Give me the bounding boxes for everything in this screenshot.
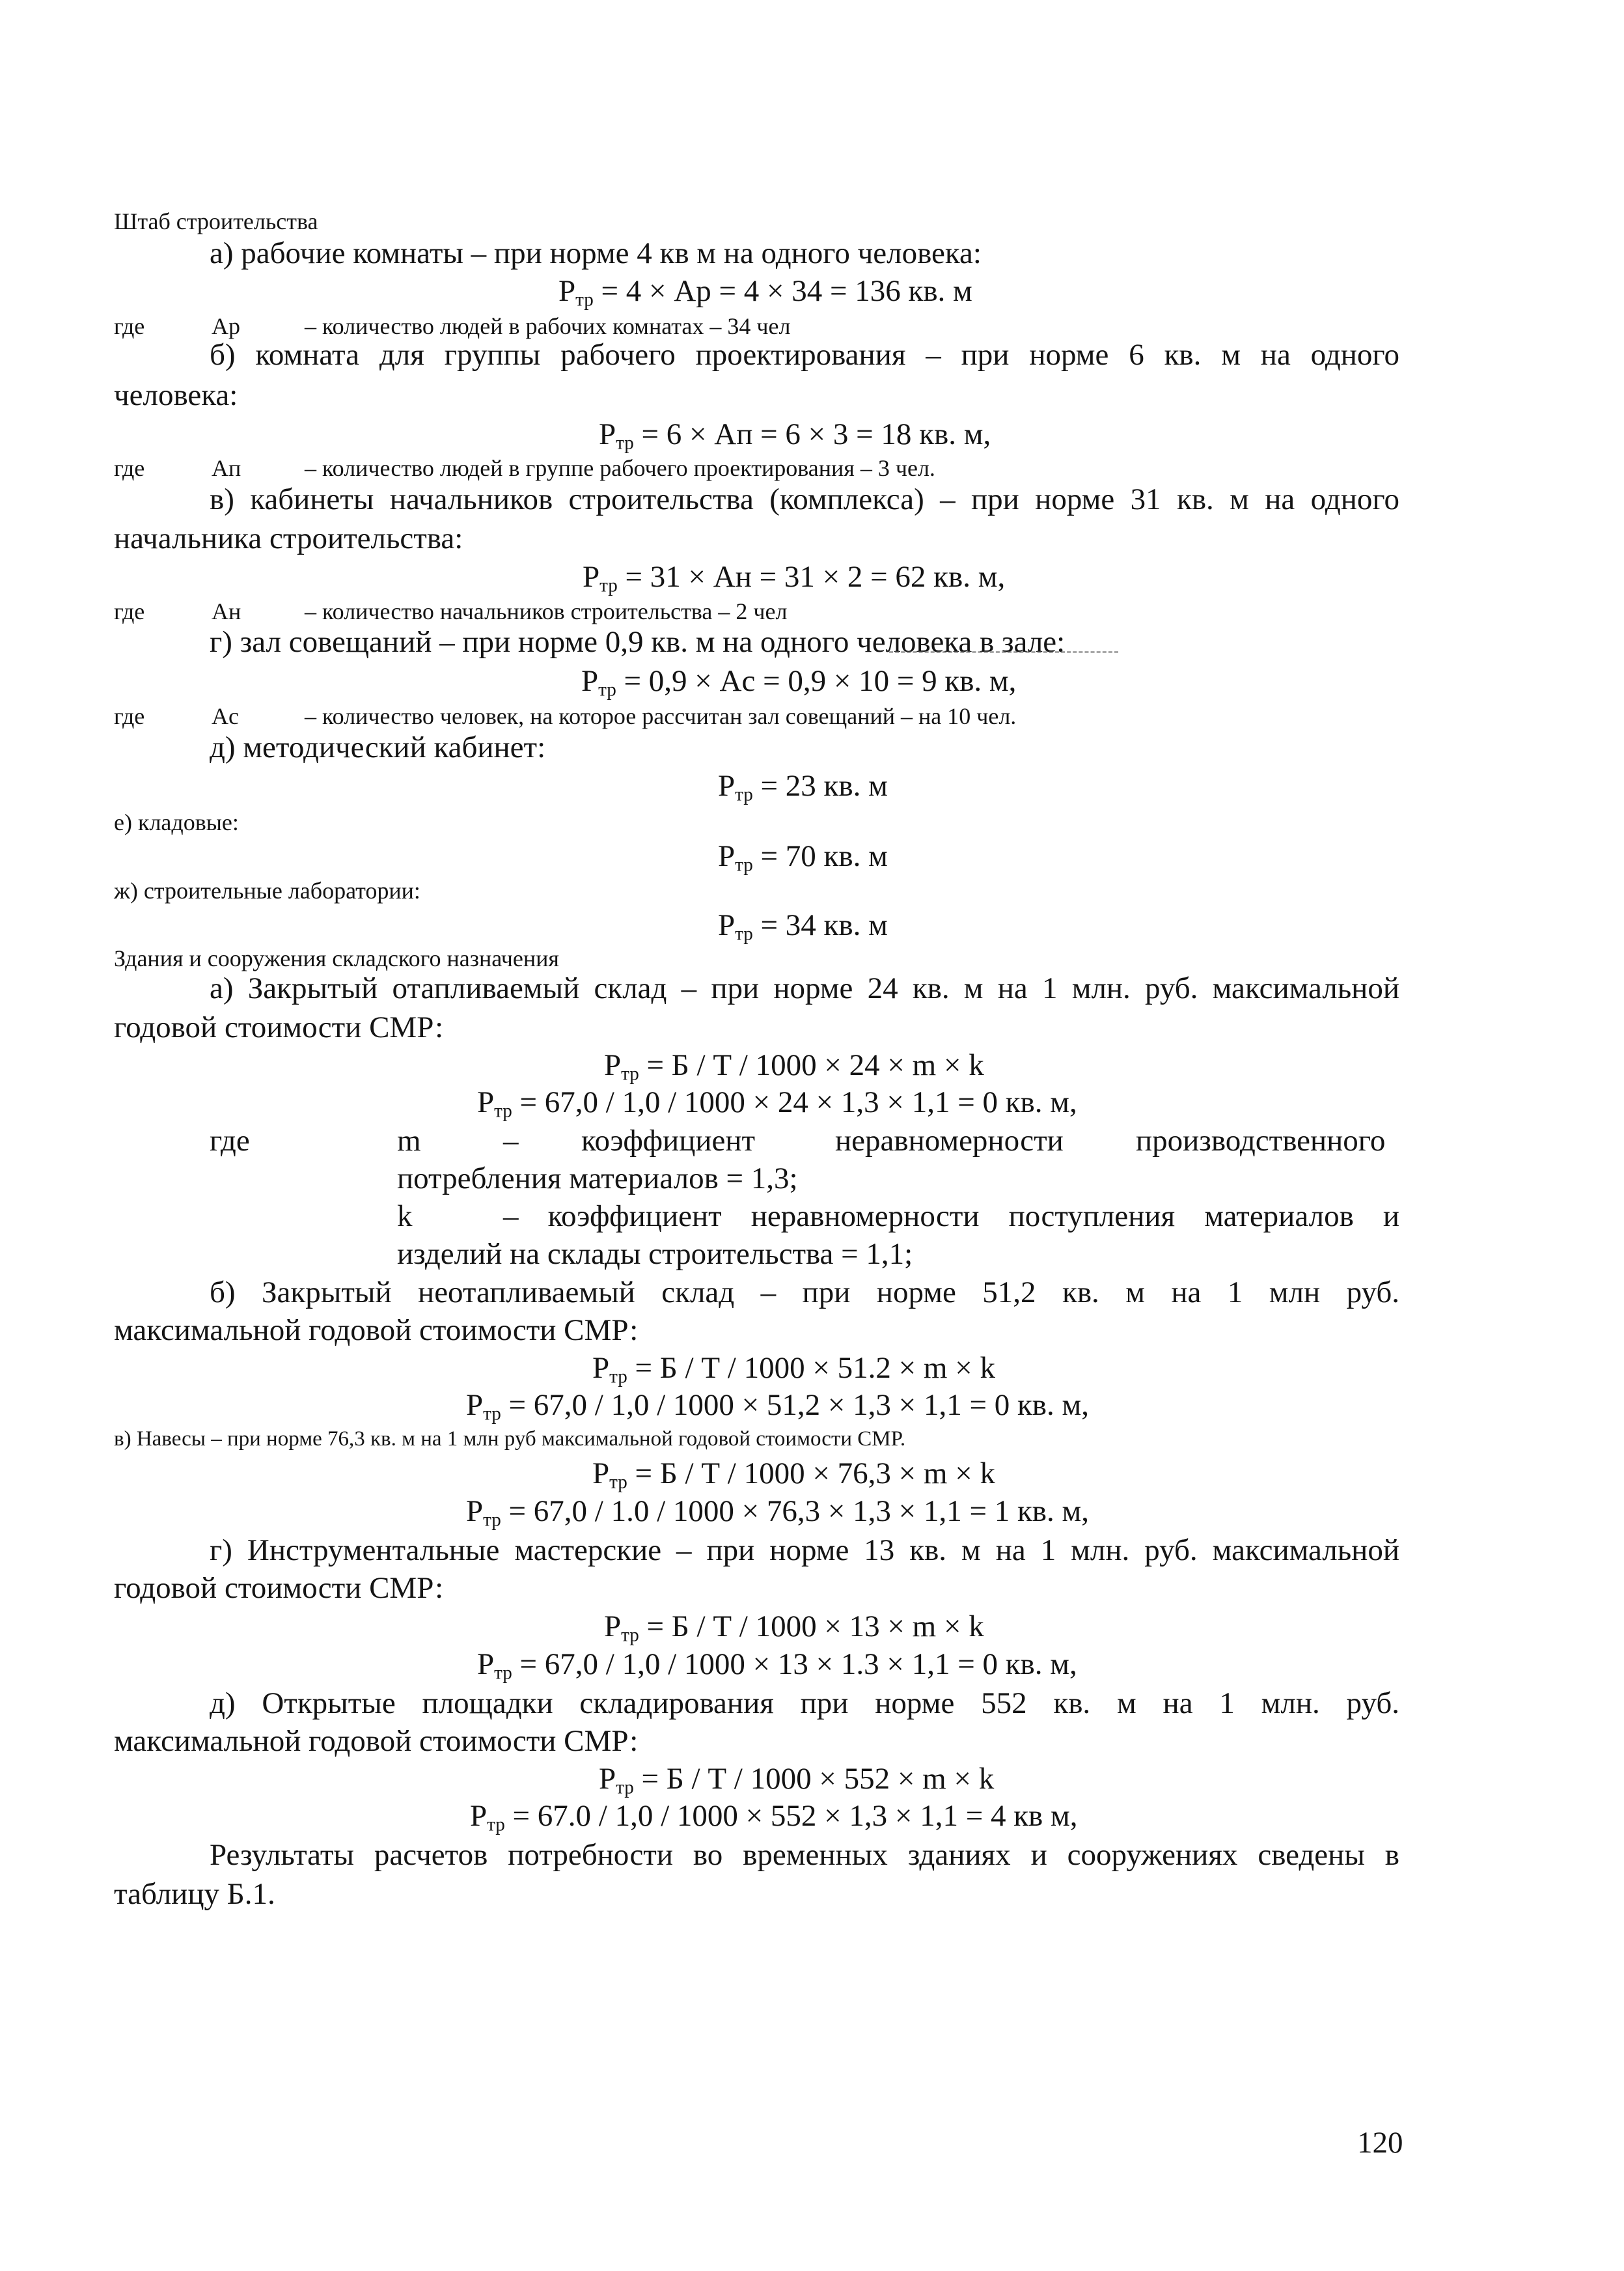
item-b-unheated-warehouse: б) Закрытый неотапливаемый склад – при норме 51,2 кв. м на 1 млн руб.	[210, 1275, 1399, 1309]
item-g-meeting-hall: г) зал совещаний – при норме 0,9 кв. м на одного человека в зале:	[210, 625, 1066, 659]
item-g-tool-workshops: г) Инструментальные мастерские – при норме 13 кв. м на 1 млн. руб. максимальной	[210, 1533, 1399, 1567]
item-v-offices-cont: начальника строительства:	[114, 522, 463, 555]
formula-meeting-hall: $P_{тр} = 0,9 \times Ac = 0,9 \times 10 = 9$ кв. м,	[581, 664, 1017, 701]
formula-method-room: $P_{тр} = 23$ кв. м	[718, 769, 888, 805]
formula-heated-general: $P_{тр} = Б / Т / 1000 \times 24 \times m \times k$	[604, 1048, 984, 1085]
page-number: 120	[1357, 2126, 1403, 2160]
formula-open-storage-general: $P_{тр} = Б / Т / 1000 \times 552 \times m \times k$	[599, 1762, 995, 1798]
item-b-unheated-warehouse-cont: максимальной годовой стоимости СМР:	[114, 1313, 639, 1347]
results-paragraph: Результаты расчетов потребности во временных зданиях и сооружениях сведены в	[210, 1838, 1399, 1872]
formula-unheated-general: $P_{тр} = Б / Т / 1000 \times 51.2 \times m \times k$	[592, 1351, 995, 1387]
legend-m-cont: потребления материалов = 1,3;	[397, 1162, 798, 1195]
item-v-offices: в) кабинеты начальников строительства (комплекса) – при норме 31 кв. м на одного	[210, 482, 1399, 516]
item-v-canopies: в) Навесы – при норме 76,3 кв. м на 1 млн руб максимальной годовой стоимости СМР.	[114, 1427, 906, 1451]
item-b-design-room-cont: человека:	[114, 378, 238, 412]
item-d-open-storage: д) Открытые площадки складирования при норме 552 кв. м на 1 млн. руб.	[210, 1686, 1399, 1720]
formula-open-storage-calc: $P_{тр} = 67.0 / 1,0 / 1000 \times 552 \times 1,3 \times 1,1 = 4$ кв м,	[470, 1799, 1078, 1835]
results-paragraph-cont: таблицу Б.1.	[114, 1877, 275, 1911]
formula-canopies-calc: $P_{тр} = 67,0 / 1.0 / 1000 \times 76,3 \times 1,3 \times 1,1 = 1$ кв. м,	[466, 1494, 1089, 1531]
section-heading-shtab: Штаб строительства	[114, 208, 318, 234]
item-a-heated-warehouse-cont: годовой стоимости СМР:	[114, 1010, 444, 1044]
scan-artifact-dashes	[889, 651, 1118, 653]
formula-labs: $P_{тр} = 34$ кв. м	[718, 908, 888, 945]
item-zh-labs: ж) строительные лаборатории:	[114, 878, 420, 904]
formula-work-rooms: $P_{тр} = 4 \times Ap = 4 \times 34 = 136$ кв. м	[558, 274, 972, 311]
formula-canopies-general: $P_{тр} = Б / Т / 1000 \times 76,3 \times m \times k$	[592, 1456, 995, 1493]
formula-storerooms: $P_{тр} = 70$ кв. м	[718, 839, 888, 876]
formula-design-room: $P_{тр} = 6$ × Aп = 6 × 3 = 18 кв. м,	[599, 417, 991, 454]
section-heading-warehouses: Здания и сооружения складского назначения	[114, 945, 559, 971]
item-g-tool-workshops-cont: годовой стоимости СМР:	[114, 1571, 444, 1605]
item-d-method-room: д) методический кабинет:	[210, 731, 546, 764]
item-a-work-rooms: а) рабочие комнаты – при норме 4 кв м на одного человека:	[210, 236, 982, 270]
item-d-open-storage-cont: максимальной годовой стоимости СМР:	[114, 1724, 639, 1758]
formula-workshops-calc: $P_{тр} = 67,0 / 1,0 / 1000 \times 13 \times 1.3 \times 1,1 = 0$ кв. м,	[477, 1647, 1077, 1684]
item-e-storerooms: е) кладовые:	[114, 809, 239, 835]
item-b-design-room: б) комната для группы рабочего проектирования – при норме 6 кв. м на одного	[210, 338, 1399, 372]
formula-workshops-general: $P_{тр} = Б / Т / 1000 \times 13 \times m \times k$	[604, 1609, 984, 1646]
item-a-heated-warehouse: а) Закрытый отапливаемый склад – при норме 24 кв. м на 1 млн. руб. максимальной	[210, 971, 1399, 1005]
formula-unheated-calc: $P_{тр} = 67,0 / 1,0 / 1000 \times 51,2 \times 1,3 \times 1,1 = 0$ кв. м,	[466, 1388, 1089, 1425]
formula-offices: $P_{тр} = 31$ × Aн = 31 × 2 = 62 кв. м,	[583, 560, 1006, 596]
legend-k-cont: изделий на склады строительства = 1,1;	[397, 1237, 913, 1271]
formula-heated-calc: $P_{тр} = 67,0 / 1,0 / 1000 \times 24 \times 1,3 \times 1,1 = 0$ кв. м,	[477, 1085, 1077, 1122]
